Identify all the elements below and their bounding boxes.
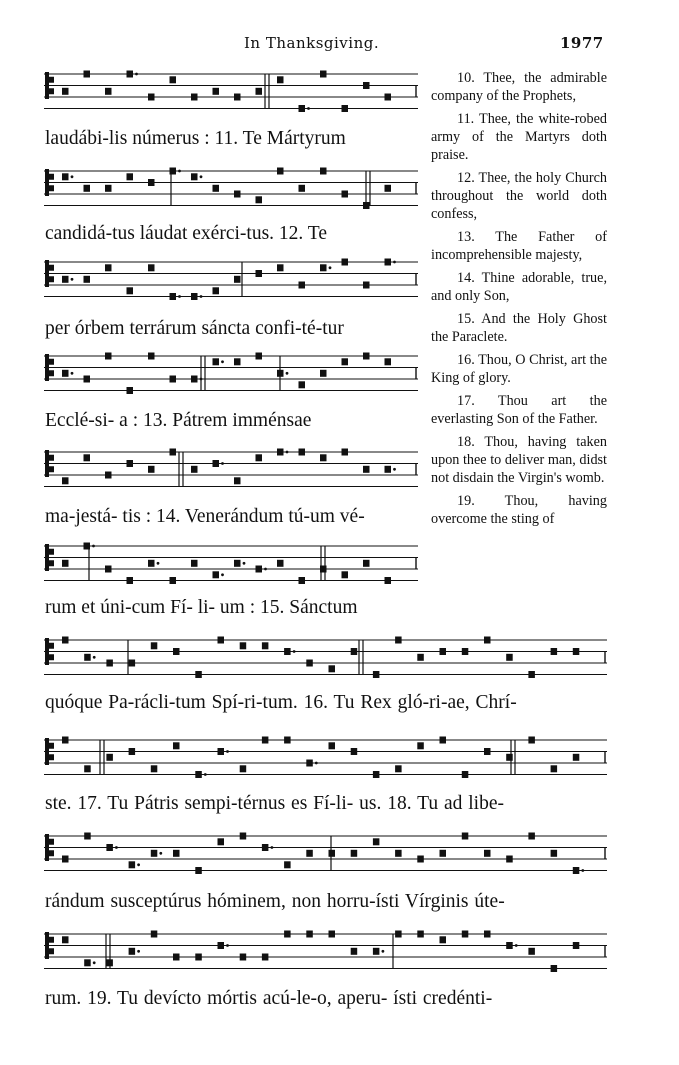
translation-verse-17: 17. Thou art the everlasting Son of the Father. [431,393,607,427]
page-number: 1977 [560,34,604,52]
translation-verse-16: 16. Thou, O Christ, art the King of glory. [431,352,607,386]
lyric-line-6: rum et úni-cum Fí- li- um : 15. Sánctum [45,597,358,618]
lyric-line-1: laudábi-lis númerus : 11. Te Mártyrum [45,128,346,149]
chant-staff-10 [44,928,607,984]
lyric-line-9: rándum susceptúrus hóminem, non horru-ísti Vírginis úte- [45,891,505,912]
translation-verse-12: 12. Thee, the holy Church throughout the world doth confess, [431,170,607,222]
lyric-line-5: ma-jestá- tis : 14. Venerándum tú-um vé- [45,506,365,527]
lyric-line-4: Ecclé-si- a : 13. Pátrem imménsae [45,410,312,431]
lyric-line-2: candidá-tus láudat exérci-tus. 12. Te [45,223,328,244]
running-header: In Thanksgiving. [244,34,380,52]
chant-staff-1 [44,68,418,124]
translation-verse-18: 18. Thou, having taken upon thee to deliver man, didst not disdain the Virgin's womb. [431,434,607,486]
translation-column [431,69,607,528]
lyric-line-10: rum. 19. Tu devícto mórtis acú-le-o, aperu- ísti credénti- [45,988,493,1009]
translation-verse-13: 13. The Father of incomprehensible majesty, [431,229,607,263]
translation-verse-10: 10. Thee, the admirable company of the Prophets, [431,70,607,104]
lyric-line-3: per órbem terrárum sáncta confi-té-tur [45,318,344,339]
chant-staff-3 [44,256,418,312]
chant-staff-6 [44,540,418,596]
translation-verse-15: 15. And the Holy Ghost the Paraclete. [431,311,607,345]
translation-verse-11: 11. Thee, the white-robed army of the Martyrs doth praise. [431,111,607,163]
chant-staff-9 [44,830,607,886]
chant-staff-7 [44,634,607,690]
chant-staff-8 [44,734,607,790]
translation-verse-19: 19. Thou, having overcome the sting of [431,493,607,527]
translation-verse-14: 14. Thine adorable, true, and only Son, [431,270,607,304]
chant-staff-2 [44,165,418,221]
chant-staff-5 [44,446,418,502]
lyric-line-7: quóque Pa-rácli-tum Spí-ri-tum. 16. Tu Rex gló-ri-ae, Chrí- [45,692,517,713]
chant-staff-4 [44,350,418,406]
lyric-line-8: ste. 17. Tu Pátris sempi-térnus es Fí-li- us. 18. Tu ad libe- [45,793,504,814]
